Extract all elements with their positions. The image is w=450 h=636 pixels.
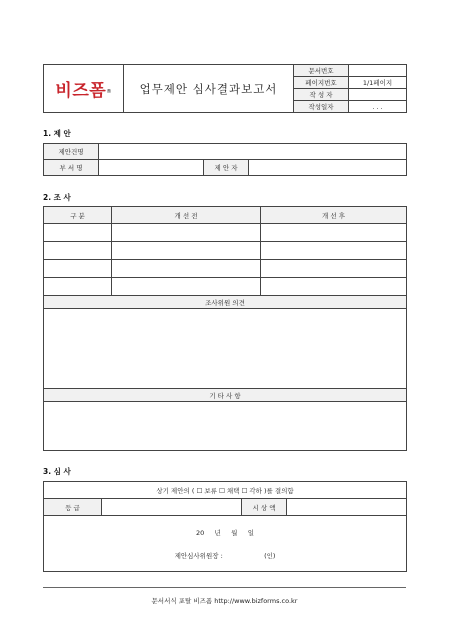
- col-category: 구 분: [44, 207, 112, 224]
- table-cell[interactable]: [44, 278, 112, 296]
- opinion-field[interactable]: [44, 309, 407, 389]
- table-cell[interactable]: [44, 242, 112, 260]
- dept-field[interactable]: [99, 160, 204, 176]
- table-cell[interactable]: [112, 242, 261, 260]
- dept-label: 부 서 명: [44, 160, 99, 176]
- reward-field[interactable]: [287, 499, 407, 516]
- table-cell[interactable]: [44, 260, 112, 278]
- investigation-table: [43, 206, 407, 451]
- proposal-name-field[interactable]: [99, 144, 407, 160]
- section2-heading: 2. 조 사: [43, 193, 71, 202]
- other-field[interactable]: [44, 402, 407, 451]
- table-cell[interactable]: [112, 224, 261, 242]
- table-cell[interactable]: [261, 278, 407, 296]
- table-cell[interactable]: [261, 260, 407, 278]
- proposal-table: [43, 143, 407, 176]
- review-table: [43, 481, 407, 572]
- grade-field[interactable]: [102, 499, 242, 516]
- meta-label-page-number: 페이지번호: [294, 77, 349, 89]
- committee-signature: 제안심사위원장 : (인): [174, 551, 276, 560]
- section1-heading: 1. 제 안: [43, 129, 71, 138]
- meta-value-page-number: 1/1페이지: [349, 77, 407, 89]
- header-table: [43, 64, 407, 113]
- table-cell[interactable]: [261, 224, 407, 242]
- footer-divider: [43, 587, 406, 588]
- proposer-label: 제 안 자: [204, 160, 249, 176]
- grade-label: 등 급: [44, 499, 102, 516]
- col-after: 개 선 후: [261, 207, 407, 224]
- section3-heading: 3. 심 사: [43, 467, 71, 476]
- table-cell[interactable]: [112, 260, 261, 278]
- col-before: 개 선 전: [112, 207, 261, 224]
- meta-value-doc-number[interactable]: [349, 65, 407, 77]
- other-label: 기 타 사 항: [44, 389, 407, 402]
- logo-text: 비즈폼: [55, 81, 107, 101]
- meta-label-date: 작성일자: [294, 101, 349, 113]
- table-cell[interactable]: [261, 242, 407, 260]
- table-cell[interactable]: [112, 278, 261, 296]
- footer-text: 문서서식 포탈 비즈폼 http://www.bizforms.co.kr: [151, 597, 298, 605]
- meta-value-author[interactable]: [349, 89, 407, 101]
- table-cell[interactable]: [44, 224, 112, 242]
- meta-label-doc-number: 문서번호: [294, 65, 349, 77]
- document-title: 업무제안 심사결과보고서: [124, 65, 294, 113]
- proposal-name-label: 제안건명: [44, 144, 99, 160]
- meta-value-date[interactable]: . . .: [349, 101, 407, 113]
- meta-label-author: 작 성 자: [294, 89, 349, 101]
- logo: [44, 65, 124, 113]
- decision-text: 상기 제안의 ( ☐ 보류 ☐ 채택 ☐ 각하 )를 결의함: [44, 482, 407, 499]
- date-line: 20 년 월 일: [195, 528, 255, 537]
- reward-label: 시 상 액: [242, 499, 287, 516]
- opinion-label: 조사위원 의견: [44, 296, 407, 309]
- proposer-field[interactable]: [249, 160, 407, 176]
- registered-mark: ®: [106, 88, 112, 95]
- signature-area: [44, 516, 407, 572]
